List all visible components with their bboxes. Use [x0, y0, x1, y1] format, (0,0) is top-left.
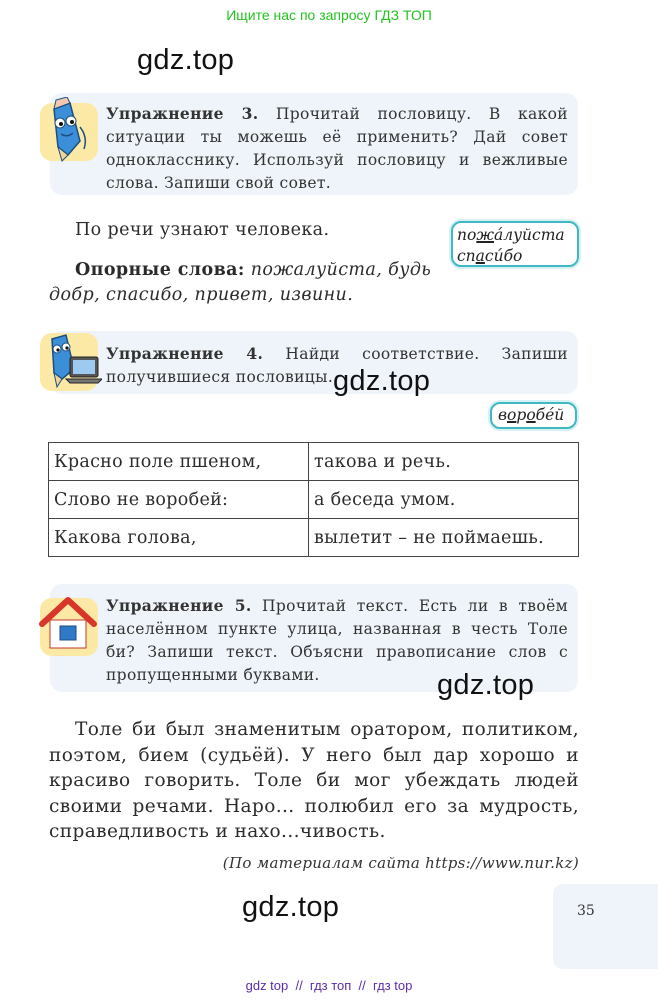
page-number: 35	[577, 903, 595, 919]
vocab-word-pozhaluista: пожа́луйста	[457, 226, 565, 244]
watermark: gdz.top	[333, 365, 431, 397]
exercise-3-instructions: Прочитай пословицу. В какой ситуации ты можешь её применить? Дай совет однокласснику. Используй пословицу и вежливые слова. Запиши свой совет.	[106, 105, 568, 192]
table-cell: Слово не воробей:	[49, 481, 309, 519]
proverb-text: По речи узнают человека.	[75, 220, 330, 240]
table-cell: вылетит – не поймаешь.	[309, 519, 579, 557]
support-label: Опорные слова:	[75, 260, 245, 280]
table-cell: а беседа умом.	[309, 481, 579, 519]
vocab-word-vorobei: воробе́й	[498, 406, 565, 424]
exercise-5-instructions: Прочитай текст. Есть ли в твоём населённом пункте улица, названная в честь Толе би? Запиши текст. Объясни правописание слов с пропущенными буквами.	[106, 597, 568, 684]
table-row	[49, 481, 579, 519]
vocab-word-spasibo: спаси́бо	[457, 247, 523, 265]
source-citation: (По материалам сайта https://www.nur.kz)	[222, 854, 579, 872]
watermark: gdz.top	[437, 669, 535, 701]
table-row	[49, 519, 579, 557]
text-tole-bi: Толе би был знаменитым оратором, политиком, поэтом, бием (судьёй). У него был дар хорошо и красиво говорить. Толе би мог убеждать людей своими речами. Наро... полюбил его за мудрость, справедливость и нахо...чивость.	[49, 719, 579, 842]
pencil-laptop-icon	[40, 333, 98, 391]
top-banner[interactable]: Ищите нас по запросу ГДЗ ТОП	[226, 7, 432, 23]
table-cell: такова и речь.	[309, 443, 579, 481]
table-cell: Какова голова,	[49, 519, 309, 557]
support-list: пожалуйста, будь добр, спасибо, привет, извини.	[49, 260, 432, 305]
exercise-3-text	[106, 102, 568, 195]
proverbs-table	[48, 442, 579, 557]
support-words	[49, 258, 449, 308]
page-number-box	[553, 884, 658, 969]
house-icon	[40, 598, 98, 656]
vocab-box-2	[490, 402, 577, 429]
table-cell: Красно поле пшеном,	[49, 443, 309, 481]
bottom-links[interactable]: gdz top // гдз топ // гдз top	[245, 978, 413, 993]
exercise-3-title: Упражнение 3.	[106, 104, 259, 123]
exercise-5-title: Упражнение 5.	[106, 596, 252, 615]
vocab-box-1	[451, 221, 579, 267]
exercise-4-instructions: Найди соответствие. Запиши получившиеся пословицы.	[106, 345, 568, 386]
pencil-mascot-icon	[40, 103, 98, 161]
watermark: gdz.top	[242, 891, 340, 923]
table-row	[49, 443, 579, 481]
watermark: gdz.top	[137, 44, 235, 76]
exercise-4-title: Упражнение 4.	[106, 344, 264, 363]
